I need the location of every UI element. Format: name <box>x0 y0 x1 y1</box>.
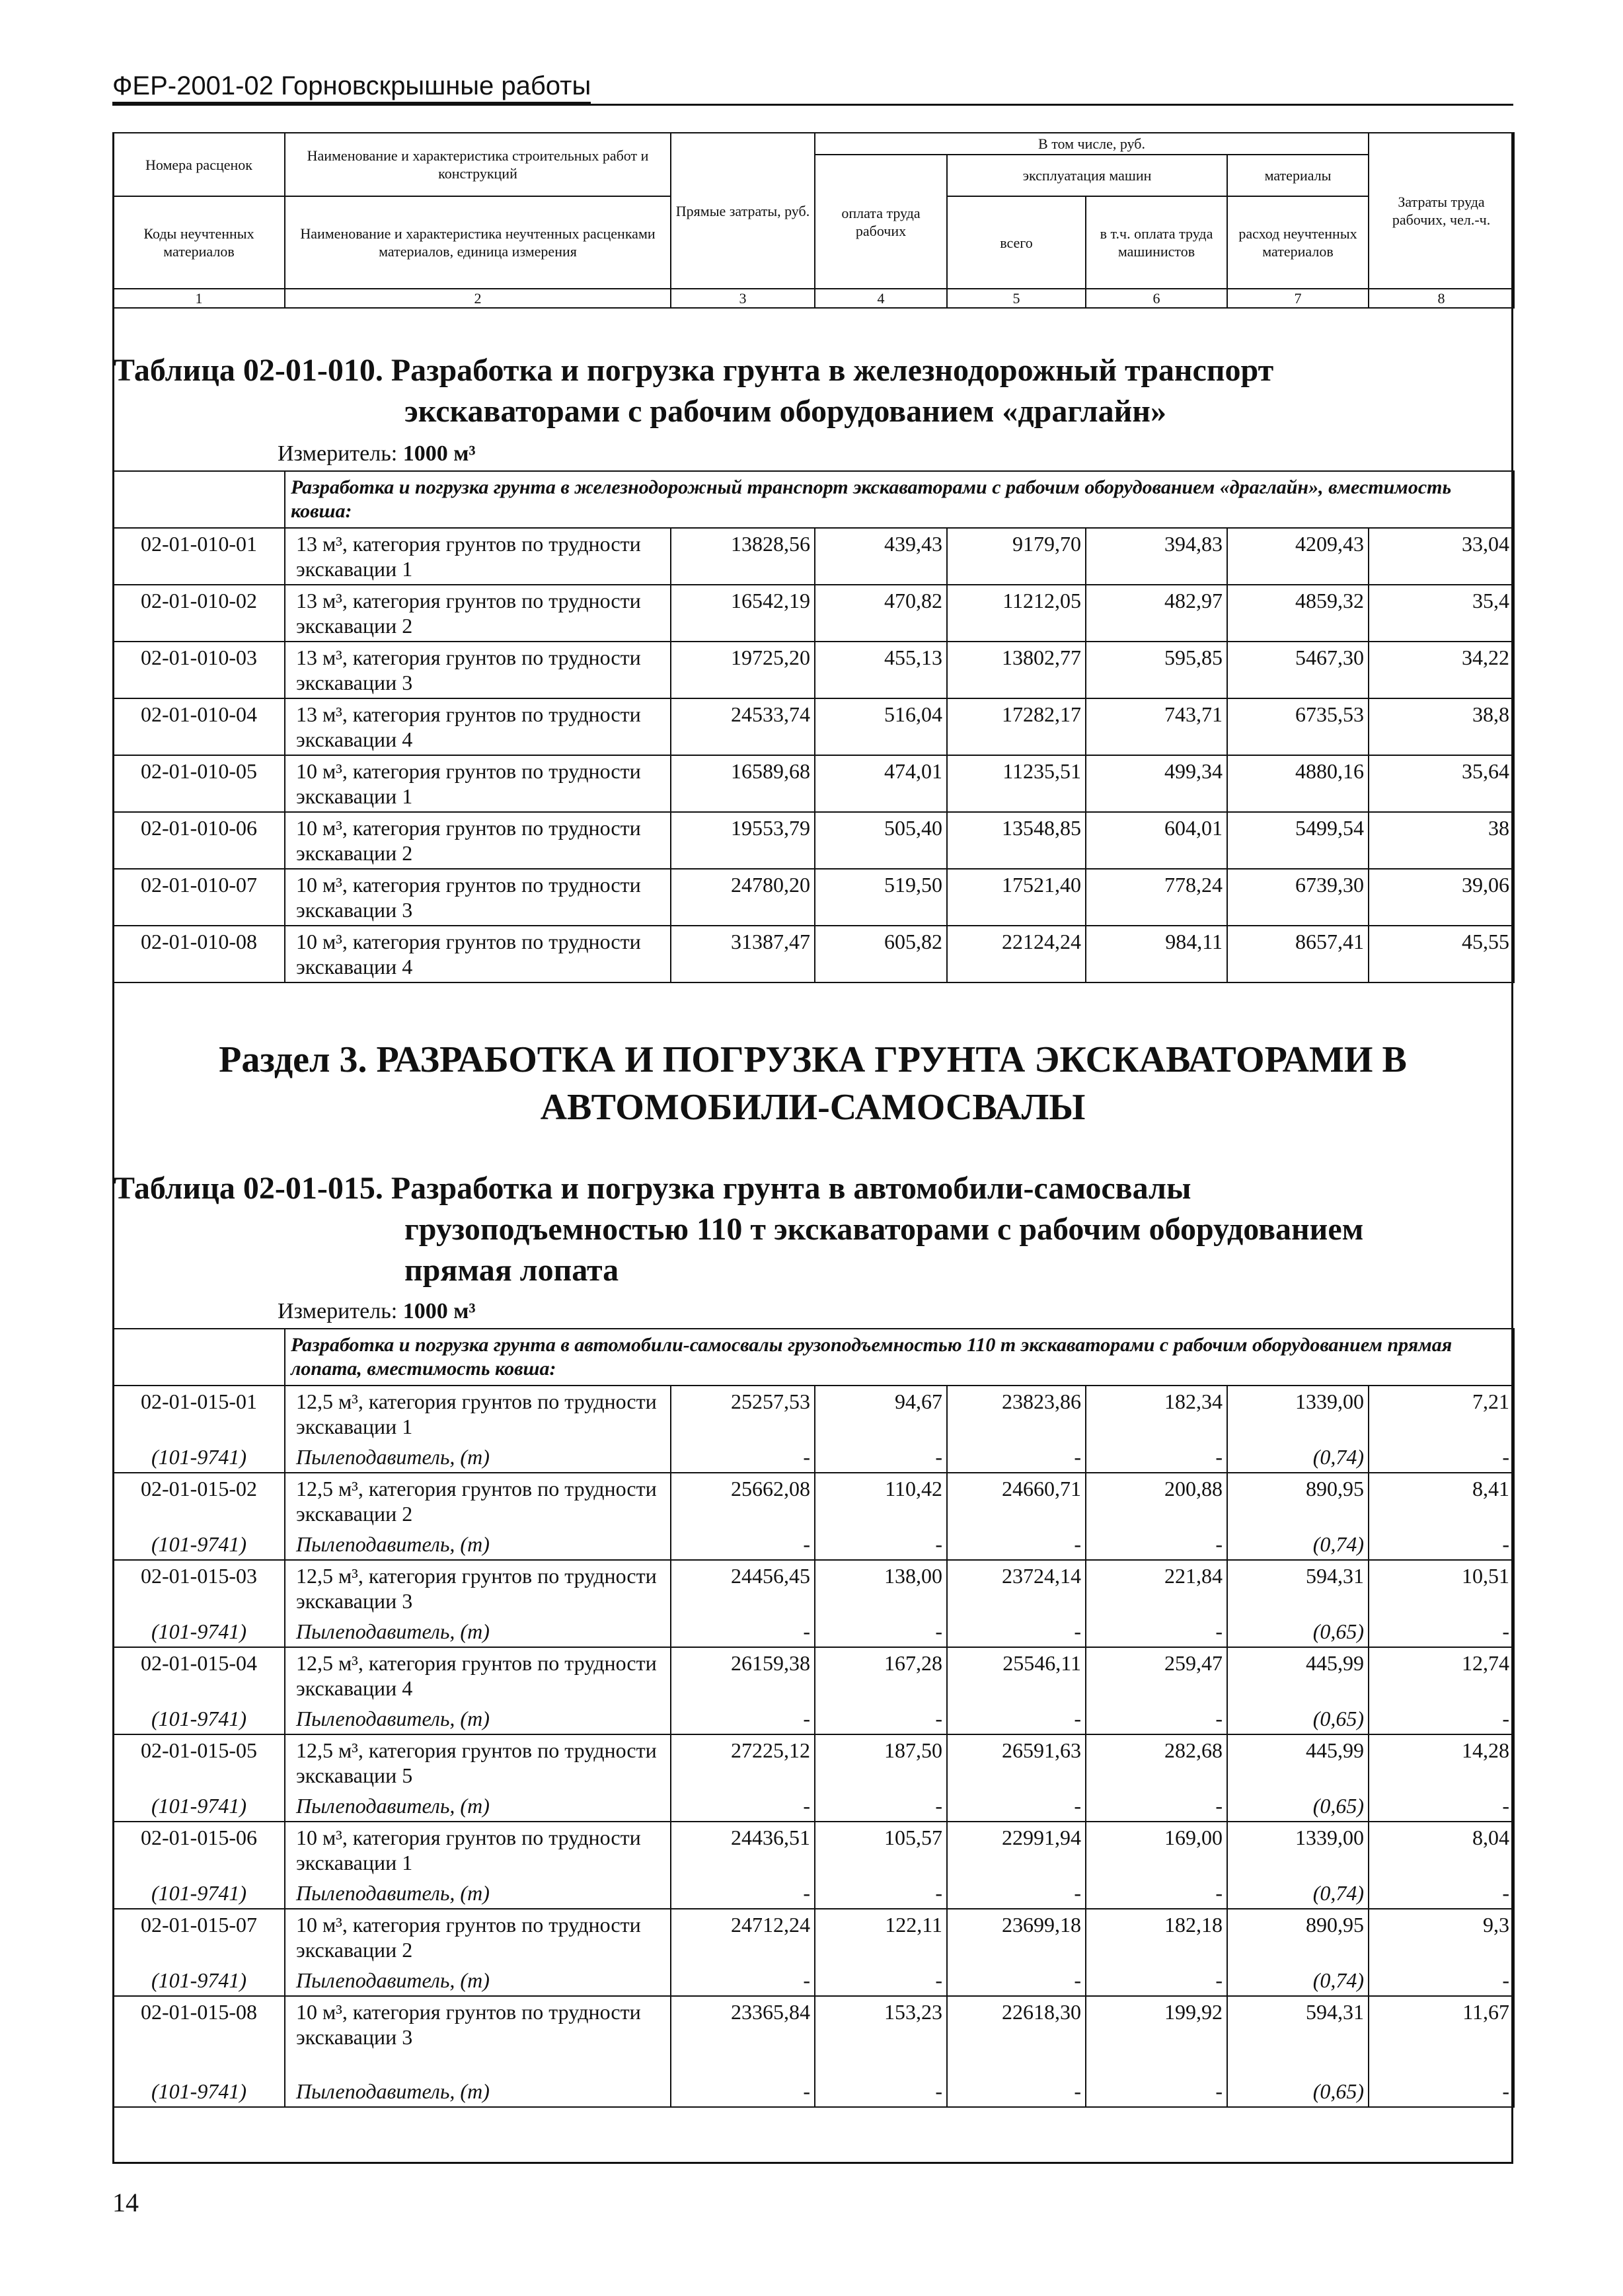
resource-labor: - <box>815 1965 947 1996</box>
machines-total: 24660,71 <box>947 1473 1086 1529</box>
operators-pay: 182,18 <box>1086 1909 1227 1965</box>
header-including: В том числе, руб. <box>815 133 1369 155</box>
table-010-unit <box>278 441 476 466</box>
materials: 4209,43 <box>1227 528 1369 585</box>
material-quantity: (0,65) <box>1227 1703 1369 1734</box>
table-row <box>113 1909 1514 1965</box>
material-name: Пылеподавитель, (т) <box>285 1791 671 1822</box>
operators-pay: 282,68 <box>1086 1734 1227 1791</box>
materials: 6739,30 <box>1227 869 1369 926</box>
rate-name: 12,5 м³, категория грунтов по трудности экскавации 5 <box>285 1734 671 1791</box>
operators-pay: 199,92 <box>1086 1996 1227 2052</box>
resource-operators: - <box>1086 1791 1227 1822</box>
labor-pay: 505,40 <box>815 812 947 869</box>
materials: 4859,32 <box>1227 585 1369 642</box>
resource-hours: - <box>1369 1442 1514 1473</box>
rate-name: 10 м³, категория грунтов по трудности экскавации 3 <box>285 869 671 926</box>
rate-code: 02-01-010-05 <box>113 755 285 812</box>
page-number: 14 <box>112 2188 139 2217</box>
direct-costs: 24436,51 <box>671 1822 815 1878</box>
direct-costs: 25662,08 <box>671 1473 815 1529</box>
resource-operators: - <box>1086 1616 1227 1647</box>
resource-direct: - <box>671 1442 815 1473</box>
table-015-title-line3: прямая лопата <box>404 1253 619 1288</box>
labor-hours: 45,55 <box>1369 926 1514 982</box>
labor-hours: 35,64 <box>1369 755 1514 812</box>
rate-name: 12,5 м³, категория грунтов по трудности экскавации 4 <box>285 1647 671 1703</box>
direct-costs: 24780,20 <box>671 869 815 926</box>
table-015-title-line2: грузоподъемностью 110 т экскаваторами с рабочим оборудованием <box>404 1212 1364 1247</box>
rate-code: 02-01-015-07 <box>113 1909 285 1965</box>
resource-row <box>113 1616 1514 1647</box>
materials: 445,99 <box>1227 1734 1369 1791</box>
labor-hours: 8,41 <box>1369 1473 1514 1529</box>
labor-hours: 11,67 <box>1369 1996 1514 2052</box>
machines-total: 22618,30 <box>947 1996 1086 2052</box>
table-015-unit <box>278 1299 476 1324</box>
table-row <box>113 1996 1514 2052</box>
column-header-table <box>112 132 1515 309</box>
header-labor-pay: оплата труда рабочих <box>815 155 947 289</box>
rate-name: 10 м³, категория грунтов по трудности экскавации 2 <box>285 1909 671 1965</box>
resource-machines: - <box>947 1529 1086 1560</box>
direct-costs: 16542,19 <box>671 585 815 642</box>
machines-total: 22991,94 <box>947 1822 1086 1878</box>
material-quantity: (0,74) <box>1227 1878 1369 1909</box>
table-015-group-heading: Разработка и погрузка грунта в автомобили-самосвалы грузоподъемностью 110 т экскаваторами с рабочим оборудованием прямая лопата, вместимость ковша: <box>285 1329 1514 1386</box>
labor-pay: 167,28 <box>815 1647 947 1703</box>
labor-pay: 138,00 <box>815 1560 947 1616</box>
table-row <box>113 869 1514 926</box>
materials: 1339,00 <box>1227 1822 1369 1878</box>
labor-hours: 34,22 <box>1369 642 1514 698</box>
resource-operators: - <box>1086 1703 1227 1734</box>
resource-operators: - <box>1086 1878 1227 1909</box>
material-name: Пылеподавитель, (т) <box>285 1703 671 1734</box>
resource-row <box>113 1529 1514 1560</box>
direct-costs: 26159,38 <box>671 1647 815 1703</box>
operators-pay: 259,47 <box>1086 1647 1227 1703</box>
labor-pay: 605,82 <box>815 926 947 982</box>
table-015-title <box>114 1168 1363 1291</box>
machines-total: 26591,63 <box>947 1734 1086 1791</box>
resource-machines: - <box>947 1965 1086 1996</box>
rate-name: 13 м³, категория грунтов по трудности экскавации 4 <box>285 698 671 755</box>
rate-name: 13 м³, категория грунтов по трудности экскавации 3 <box>285 642 671 698</box>
material-code: (101-9741) <box>113 2052 285 2107</box>
resource-operators: - <box>1086 1529 1227 1560</box>
resource-labor: - <box>815 1878 947 1909</box>
labor-hours: 33,04 <box>1369 528 1514 585</box>
direct-costs: 13828,56 <box>671 528 815 585</box>
rate-name: 10 м³, категория грунтов по трудности экскавации 3 <box>285 1996 671 2052</box>
direct-costs: 16589,68 <box>671 755 815 812</box>
header-machine-operation: эксплуатация машин <box>947 155 1227 196</box>
rate-name: 13 м³, категория грунтов по трудности экскавации 2 <box>285 585 671 642</box>
running-title: ФЕР-2001-02 Горновскрышные работы <box>112 71 591 104</box>
resource-operators: - <box>1086 1965 1227 1996</box>
material-code: (101-9741) <box>113 1791 285 1822</box>
table-015-title-line1: Таблица 02-01-015. Разработка и погрузка грунта в автомобили-самосвалы <box>114 1171 1191 1206</box>
table-row <box>113 1386 1514 1442</box>
resource-direct: - <box>671 1529 815 1560</box>
rate-code: 02-01-010-02 <box>113 585 285 642</box>
direct-costs: 23365,84 <box>671 1996 815 2052</box>
table-010-group-heading: Разработка и погрузка грунта в железнодорожный транспорт экскаваторами с рабочим оборудованием «драглайн», вместимость ковша: <box>285 471 1514 528</box>
unit-value: 1000 м³ <box>402 1299 476 1323</box>
machines-total: 11235,51 <box>947 755 1086 812</box>
resource-machines: - <box>947 1703 1086 1734</box>
resource-labor: - <box>815 1703 947 1734</box>
operators-pay: 394,83 <box>1086 528 1227 585</box>
operators-pay: 482,97 <box>1086 585 1227 642</box>
resource-hours: - <box>1369 1878 1514 1909</box>
labor-pay: 153,23 <box>815 1996 947 2052</box>
rate-name: 12,5 м³, категория грунтов по трудности экскавации 3 <box>285 1560 671 1616</box>
labor-hours: 7,21 <box>1369 1386 1514 1442</box>
rate-code: 02-01-015-01 <box>113 1386 285 1442</box>
rate-code: 02-01-010-04 <box>113 698 285 755</box>
operators-pay: 169,00 <box>1086 1822 1227 1878</box>
resource-direct: - <box>671 1703 815 1734</box>
material-quantity: (0,65) <box>1227 2052 1369 2107</box>
resource-machines: - <box>947 1616 1086 1647</box>
machines-total: 13802,77 <box>947 642 1086 698</box>
section-3-title-line2: АВТОМОБИЛИ-САМОСВАЛЫ <box>540 1087 1086 1128</box>
rate-name: 12,5 м³, категория грунтов по трудности экскавации 1 <box>285 1386 671 1442</box>
material-name: Пылеподавитель, (т) <box>285 1965 671 1996</box>
operators-pay: 182,34 <box>1086 1386 1227 1442</box>
resource-hours: - <box>1369 2052 1514 2107</box>
header-unaccounted-codes: Коды неучтенных материалов <box>113 196 285 289</box>
direct-costs: 24456,45 <box>671 1560 815 1616</box>
labor-pay: 122,11 <box>815 1909 947 1965</box>
materials: 594,31 <box>1227 1560 1369 1616</box>
unit-label: Измеритель: <box>278 1299 403 1323</box>
operators-pay: 499,34 <box>1086 755 1227 812</box>
machines-total: 23699,18 <box>947 1909 1086 1965</box>
materials: 4880,16 <box>1227 755 1369 812</box>
resource-row <box>113 1965 1514 1996</box>
labor-pay: 105,57 <box>815 1822 947 1878</box>
materials: 8657,41 <box>1227 926 1369 982</box>
labor-hours: 12,74 <box>1369 1647 1514 1703</box>
resource-labor: - <box>815 1442 947 1473</box>
machines-total: 9179,70 <box>947 528 1086 585</box>
header-labor-hours: Затраты труда рабочих, чел.-ч. <box>1369 133 1514 289</box>
table-row <box>113 1647 1514 1703</box>
labor-hours: 38,8 <box>1369 698 1514 755</box>
resource-hours: - <box>1369 1703 1514 1734</box>
col-number: 3 <box>671 289 815 308</box>
machines-total: 23724,14 <box>947 1560 1086 1616</box>
resource-hours: - <box>1369 1616 1514 1647</box>
col-number: 7 <box>1227 289 1369 308</box>
rate-code: 02-01-015-03 <box>113 1560 285 1616</box>
direct-costs: 24712,24 <box>671 1909 815 1965</box>
resource-direct: - <box>671 1791 815 1822</box>
labor-hours: 9,3 <box>1369 1909 1514 1965</box>
section-3-title-line1: Раздел 3. РАЗРАБОТКА И ПОГРУЗКА ГРУНТА ЭКСКАВАТОРАМИ В <box>219 1039 1407 1080</box>
resource-machines: - <box>947 1878 1086 1909</box>
resource-row <box>113 1442 1514 1473</box>
table-row <box>113 1473 1514 1529</box>
resource-labor: - <box>815 1529 947 1560</box>
labor-hours: 8,04 <box>1369 1822 1514 1878</box>
resource-row <box>113 1878 1514 1909</box>
material-quantity: (0,65) <box>1227 1616 1369 1647</box>
materials: 1339,00 <box>1227 1386 1369 1442</box>
material-name: Пылеподавитель, (т) <box>285 1616 671 1647</box>
resource-hours: - <box>1369 1965 1514 1996</box>
operators-pay: 200,88 <box>1086 1473 1227 1529</box>
section-3-title <box>112 1036 1513 1131</box>
resource-row <box>113 2052 1514 2107</box>
resource-hours: - <box>1369 1529 1514 1560</box>
rate-name: 10 м³, категория грунтов по трудности экскавации 1 <box>285 755 671 812</box>
rate-name: 12,5 м³, категория грунтов по трудности экскавации 2 <box>285 1473 671 1529</box>
machines-total: 11212,05 <box>947 585 1086 642</box>
resource-operators: - <box>1086 2052 1227 2107</box>
rate-code: 02-01-010-01 <box>113 528 285 585</box>
rate-code: 02-01-015-08 <box>113 1996 285 2052</box>
direct-costs: 31387,47 <box>671 926 815 982</box>
material-code: (101-9741) <box>113 1616 285 1647</box>
material-code: (101-9741) <box>113 1965 285 1996</box>
table-row <box>113 1560 1514 1616</box>
resource-labor: - <box>815 2052 947 2107</box>
resource-labor: - <box>815 1616 947 1647</box>
resource-labor: - <box>815 1791 947 1822</box>
rate-code: 02-01-015-04 <box>113 1647 285 1703</box>
direct-costs: 19725,20 <box>671 642 815 698</box>
col-number: 2 <box>285 289 671 308</box>
resource-machines: - <box>947 1442 1086 1473</box>
rate-code: 02-01-015-06 <box>113 1822 285 1878</box>
machines-total: 17521,40 <box>947 869 1086 926</box>
labor-pay: 516,04 <box>815 698 947 755</box>
rate-code: 02-01-015-05 <box>113 1734 285 1791</box>
table-row <box>113 1822 1514 1878</box>
table-010-title-line1: Таблица 02-01-010. Разработка и погрузка грунта в железнодорожный транспорт <box>114 353 1274 388</box>
resource-machines: - <box>947 2052 1086 2107</box>
rate-code: 02-01-010-08 <box>113 926 285 982</box>
labor-pay: 470,82 <box>815 585 947 642</box>
col-number: 5 <box>947 289 1086 308</box>
material-quantity: (0,74) <box>1227 1529 1369 1560</box>
labor-pay: 439,43 <box>815 528 947 585</box>
rate-code: 02-01-010-06 <box>113 812 285 869</box>
labor-pay: 94,67 <box>815 1386 947 1442</box>
group-heading-spacer <box>113 1329 285 1386</box>
direct-costs: 25257,53 <box>671 1386 815 1442</box>
header-work-name: Наименование и характеристика строительных работ и конструкций <box>285 133 671 196</box>
col-number: 6 <box>1086 289 1227 308</box>
material-code: (101-9741) <box>113 1529 285 1560</box>
unit-value: 1000 м³ <box>402 441 476 466</box>
rate-name: 13 м³, категория грунтов по трудности экскавации 1 <box>285 528 671 585</box>
direct-costs: 19553,79 <box>671 812 815 869</box>
resource-hours: - <box>1369 1791 1514 1822</box>
operators-pay: 984,11 <box>1086 926 1227 982</box>
labor-pay: 110,42 <box>815 1473 947 1529</box>
material-quantity: (0,65) <box>1227 1791 1369 1822</box>
machines-total: 23823,86 <box>947 1386 1086 1442</box>
labor-pay: 455,13 <box>815 642 947 698</box>
material-name: Пылеподавитель, (т) <box>285 1529 671 1560</box>
material-name: Пылеподавитель, (т) <box>285 1442 671 1473</box>
resource-row <box>113 1703 1514 1734</box>
operators-pay: 595,85 <box>1086 642 1227 698</box>
material-quantity: (0,74) <box>1227 1442 1369 1473</box>
resource-direct: - <box>671 1965 815 1996</box>
labor-pay: 187,50 <box>815 1734 947 1791</box>
labor-hours: 10,51 <box>1369 1560 1514 1616</box>
header-unaccounted-name: Наименование и характеристика неучтенных расценками материалов, единица измерения <box>285 196 671 289</box>
table-010-title <box>114 350 1273 432</box>
operators-pay: 221,84 <box>1086 1560 1227 1616</box>
materials: 5467,30 <box>1227 642 1369 698</box>
resource-row <box>113 1791 1514 1822</box>
rate-name: 10 м³, категория грунтов по трудности экскавации 2 <box>285 812 671 869</box>
labor-hours: 39,06 <box>1369 869 1514 926</box>
header-material-consumption: расход неучтенных материалов <box>1227 196 1369 289</box>
col-number: 1 <box>113 289 285 308</box>
resource-machines: - <box>947 1791 1086 1822</box>
machines-total: 17282,17 <box>947 698 1086 755</box>
material-quantity: (0,74) <box>1227 1965 1369 1996</box>
resource-direct: - <box>671 1616 815 1647</box>
materials: 5499,54 <box>1227 812 1369 869</box>
labor-hours: 38 <box>1369 812 1514 869</box>
direct-costs: 27225,12 <box>671 1734 815 1791</box>
table-row <box>113 812 1514 869</box>
resource-direct: - <box>671 1878 815 1909</box>
materials: 6735,53 <box>1227 698 1369 755</box>
operators-pay: 743,71 <box>1086 698 1227 755</box>
table-row <box>113 528 1514 585</box>
header-operators-pay: в т.ч. оплата труда машинистов <box>1086 196 1227 289</box>
operators-pay: 604,01 <box>1086 812 1227 869</box>
running-header <box>112 71 1513 106</box>
table-row <box>113 585 1514 642</box>
rate-name: 10 м³, категория грунтов по трудности экскавации 4 <box>285 926 671 982</box>
col-number: 4 <box>815 289 947 308</box>
table-010 <box>112 470 1515 983</box>
table-010-title-line2: экскаваторами с рабочим оборудованием «драглайн» <box>404 394 1166 429</box>
labor-hours: 14,28 <box>1369 1734 1514 1791</box>
rate-name: 10 м³, категория грунтов по трудности экскавации 1 <box>285 1822 671 1878</box>
table-015 <box>112 1328 1515 2108</box>
machines-total: 13548,85 <box>947 812 1086 869</box>
table-015-body <box>113 1386 1514 2107</box>
table-row <box>113 1734 1514 1791</box>
material-code: (101-9741) <box>113 1442 285 1473</box>
labor-pay: 474,01 <box>815 755 947 812</box>
material-code: (101-9741) <box>113 1878 285 1909</box>
table-row <box>113 755 1514 812</box>
header-direct-costs: Прямые затраты, руб. <box>671 133 815 289</box>
material-name: Пылеподавитель, (т) <box>285 1878 671 1909</box>
table-row <box>113 926 1514 982</box>
materials: 594,31 <box>1227 1996 1369 2052</box>
materials: 890,95 <box>1227 1473 1369 1529</box>
header-materials: материалы <box>1227 155 1369 196</box>
machines-total: 22124,24 <box>947 926 1086 982</box>
table-row <box>113 642 1514 698</box>
rate-code: 02-01-015-02 <box>113 1473 285 1529</box>
direct-costs: 24533,74 <box>671 698 815 755</box>
machines-total: 25546,11 <box>947 1647 1086 1703</box>
labor-hours: 35,4 <box>1369 585 1514 642</box>
operators-pay: 778,24 <box>1086 869 1227 926</box>
header-rate-numbers: Номера расценок <box>113 133 285 196</box>
rate-code: 02-01-010-03 <box>113 642 285 698</box>
group-heading-spacer <box>113 471 285 528</box>
resource-direct: - <box>671 2052 815 2107</box>
col-number: 8 <box>1369 289 1514 308</box>
material-code: (101-9741) <box>113 1703 285 1734</box>
materials: 890,95 <box>1227 1909 1369 1965</box>
materials: 445,99 <box>1227 1647 1369 1703</box>
table-010-body <box>113 528 1514 982</box>
material-name: Пылеподавитель, (т) <box>285 2052 671 2107</box>
rate-code: 02-01-010-07 <box>113 869 285 926</box>
resource-operators: - <box>1086 1442 1227 1473</box>
table-row <box>113 698 1514 755</box>
header-machines-total: всего <box>947 196 1086 289</box>
unit-label: Измеритель: <box>278 441 403 466</box>
labor-pay: 519,50 <box>815 869 947 926</box>
